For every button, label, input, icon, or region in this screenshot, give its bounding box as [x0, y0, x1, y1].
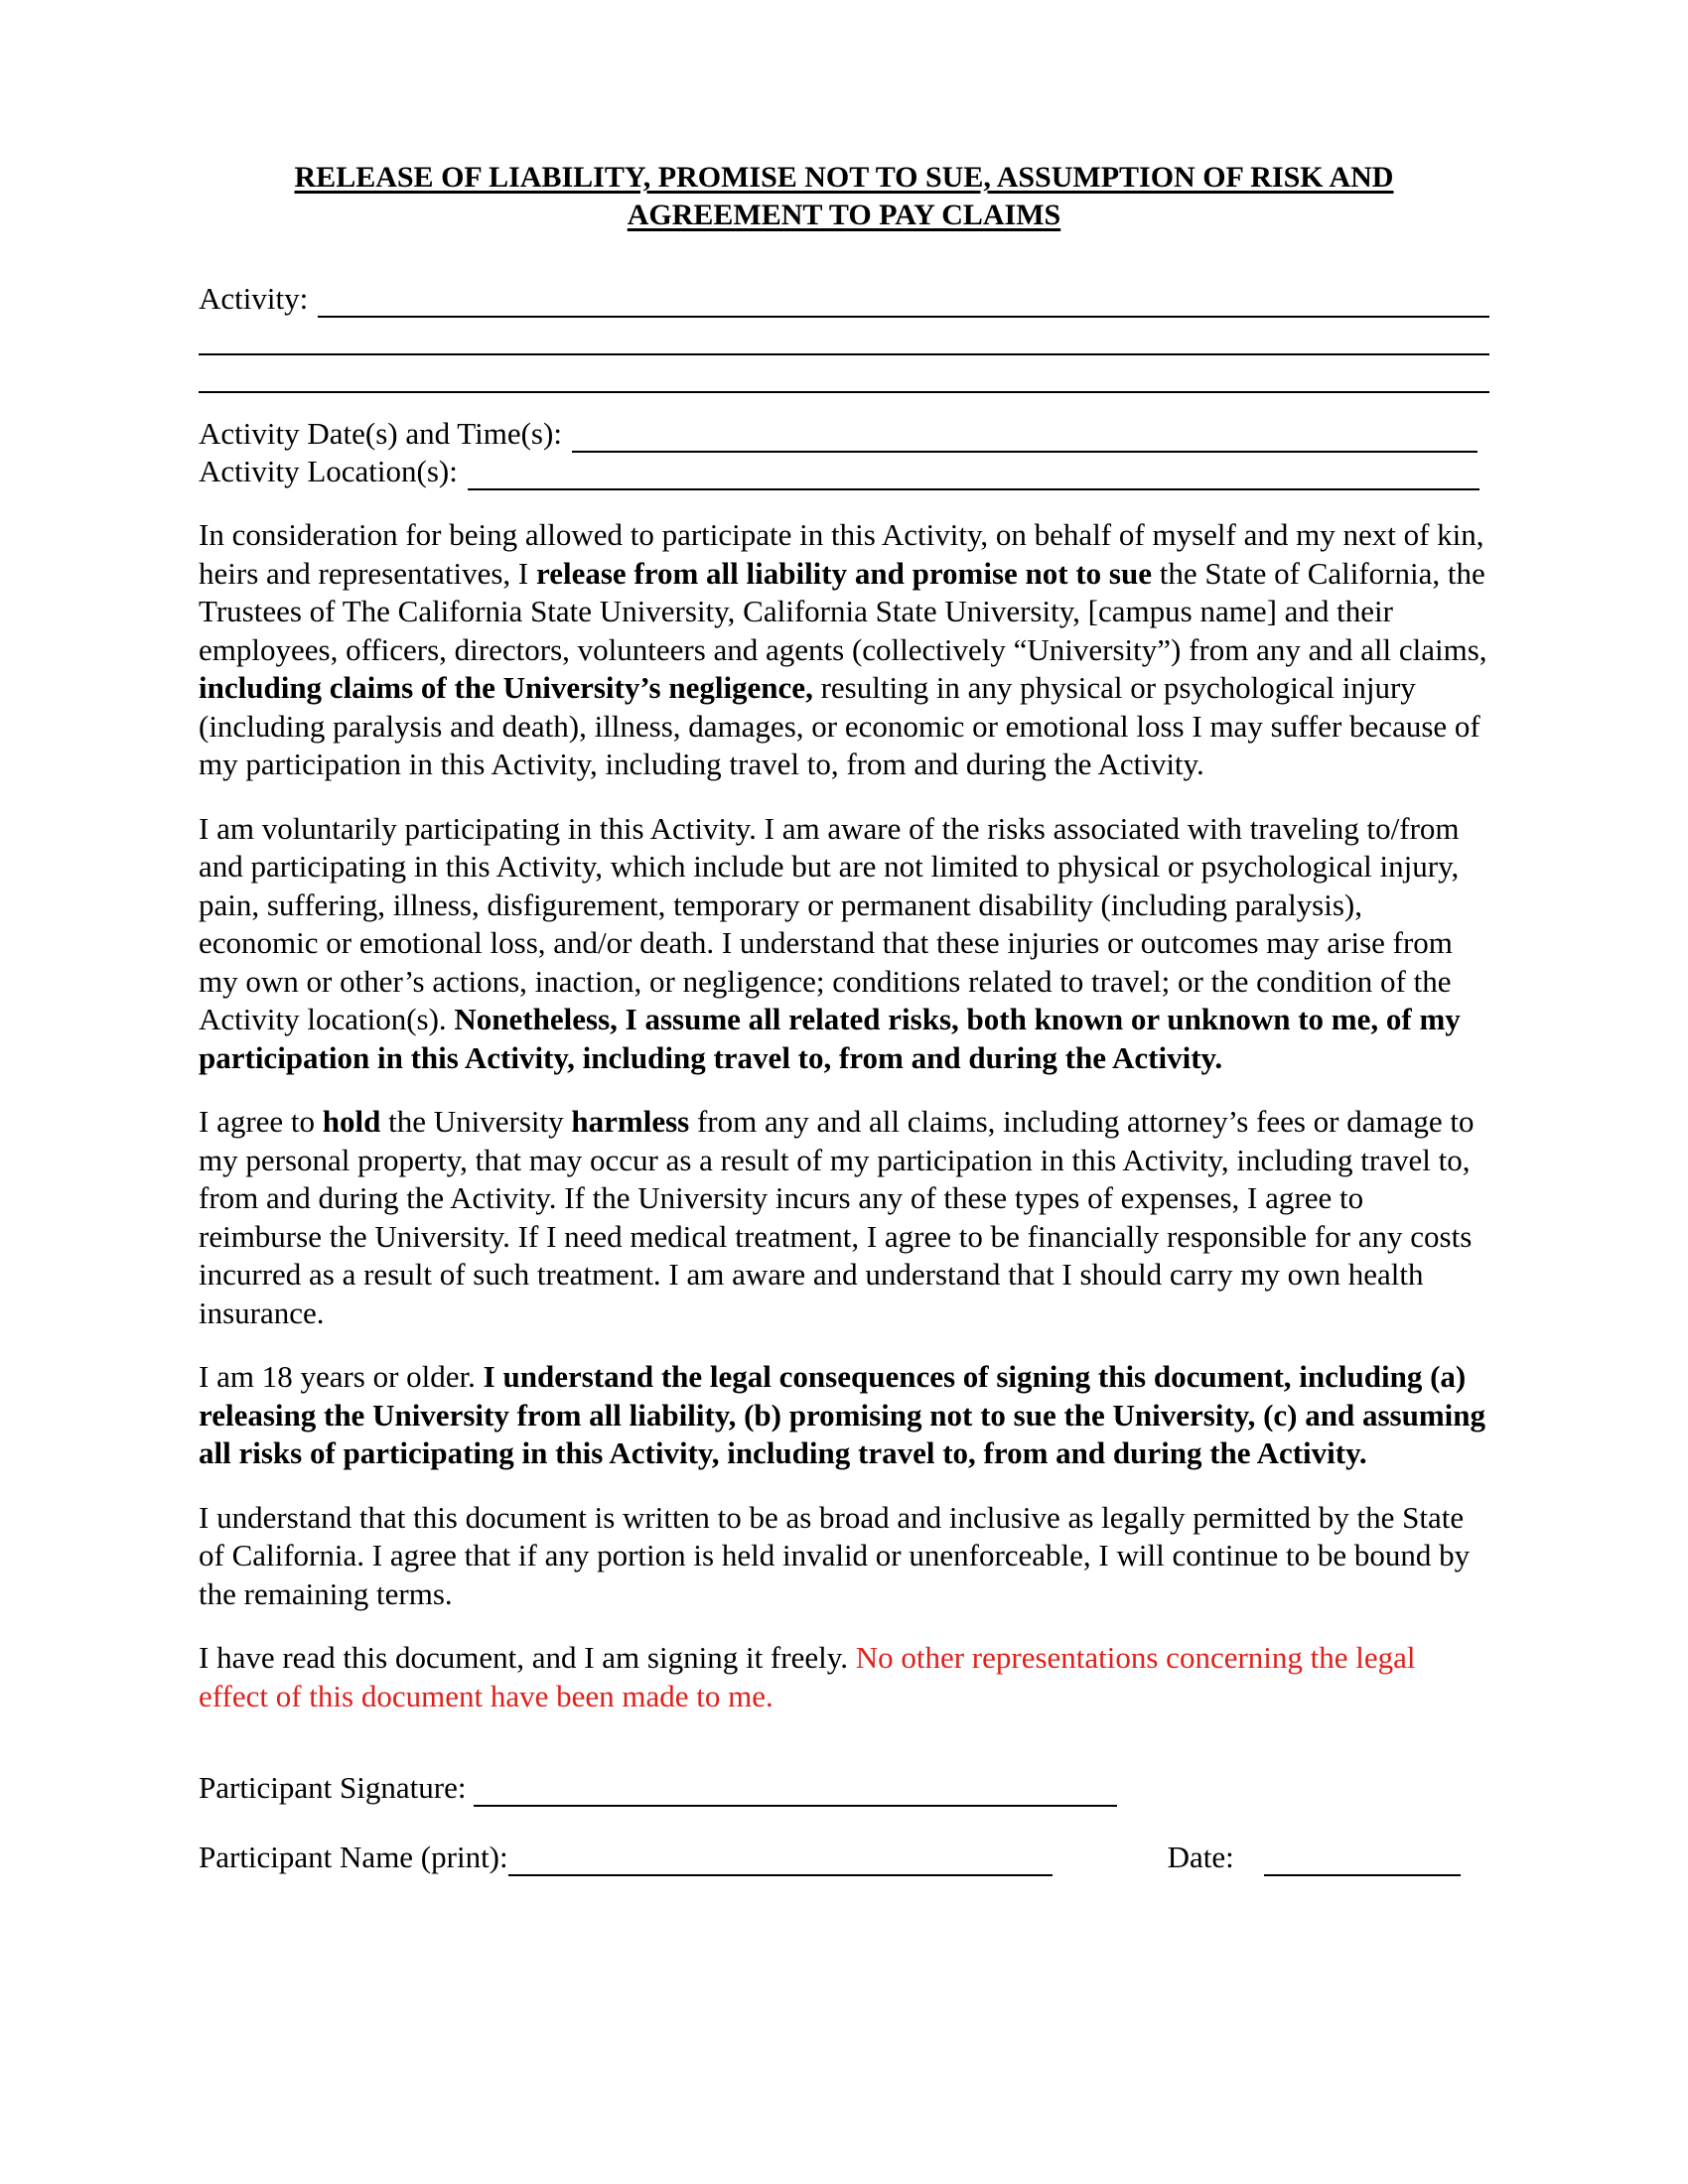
title-line-1: RELEASE OF LIABILITY, PROMISE NOT TO SUE, ASSUMPTION OF RISK AND: [294, 161, 1394, 194]
p1-bold-release: release from all liability and promise not to sue: [536, 555, 1153, 591]
p3-bold-hold: hold: [322, 1104, 381, 1139]
name-date-row: [199, 1839, 1489, 1876]
p3-text-a: I agree to: [199, 1104, 323, 1139]
signature-row: [199, 1769, 1489, 1807]
activity-continuation-row: [199, 355, 1489, 393]
activity-input-line-3[interactable]: [199, 363, 1489, 393]
p3-text-e: from any and all claims, including attorney’s fees or damage to my personal property, that may occur as a result of my participation in this Activity, including travel to, from and during the Activity. If the University incurs any of these types of expenses, I agree to reimburse the University. If I need medical treatment, I agree to be financially responsible for any costs incurred as a result of such treatment. I am aware and understand that I should carry my own health insurance.: [199, 1104, 1475, 1330]
activity-date-label: Activity Date(s) and Time(s):: [199, 416, 562, 451]
activity-location-row: [199, 453, 1489, 490]
acknowledgement-paragraph: [199, 1639, 1489, 1715]
activity-fields: [199, 280, 1489, 490]
activity-continuation-row: [199, 318, 1489, 355]
p6-text-a: I have read this document, and I am signing it freely.: [199, 1640, 856, 1675]
p1-text-a: In consideration for being allowed to participate in this Activity, on behalf of myself and my next of kin, heirs and representatives, I: [199, 517, 1484, 591]
severability-paragraph: [199, 1499, 1489, 1614]
activity-label: Activity:: [199, 281, 309, 316]
activity-date-input-line[interactable]: [572, 423, 1477, 453]
activity-location-label: Activity Location(s):: [199, 454, 458, 488]
activity-date-row: [199, 415, 1489, 453]
p5-text-a: I understand that this document is written to be as broad and inclusive as legally permitted by the State of California. I agree that if any portion is held invalid or unenforceable, I will continue to be bound by the remaining terms.: [199, 1499, 1471, 1611]
p2-text-a: I am voluntarily participating in this Activity. I am aware of the risks associated with traveling to/from and participating in this Activity, which include but are not limited to physical or psychological injury, pain, suffering, illness, disfigurement, temporary or permanent disability (including paralysis), economic or emotional loss, and/or death. I understand that these injuries or outcomes may arise from my own or other’s actions, inaction, or negligence; conditions related to travel; or the condition of the Activity location(s).: [199, 810, 1460, 1036]
activity-input-line[interactable]: [318, 288, 1489, 318]
p1-bold-negligence: including claims of the University’s negligence,: [199, 670, 813, 705]
name-input-line[interactable]: [508, 1846, 1053, 1876]
p4-text-a: I am 18 years or older.: [199, 1359, 484, 1394]
name-label: Participant Name (print):: [199, 1840, 508, 1874]
signature-block: [199, 1769, 1489, 1876]
activity-input-line-2[interactable]: [199, 326, 1489, 355]
release-paragraph: [199, 516, 1489, 784]
activity-location-input-line[interactable]: [468, 461, 1479, 490]
date-input-line[interactable]: [1264, 1846, 1461, 1876]
p4-bold-consequences: I understand the legal consequences of signing this document, including (a) releasing the University from all liability, (b) promising not to sue the University, (c) and assuming all risks of participating in this Activity, including travel to, from and during the Activity.: [199, 1359, 1486, 1470]
date-label: Date:: [1167, 1840, 1234, 1874]
p3-text-c: the University: [380, 1104, 572, 1139]
signature-input-line[interactable]: [474, 1777, 1117, 1807]
p6-red-notice: No other representations concerning the legal effect of this document have been made to me.: [199, 1640, 1416, 1713]
document-title: [199, 159, 1489, 234]
hold-harmless-paragraph: [199, 1103, 1489, 1332]
signature-label: Participant Signature:: [199, 1770, 467, 1805]
age-consequences-paragraph: [199, 1358, 1489, 1473]
activity-field-row: [199, 280, 1489, 318]
assumption-of-risk-paragraph: [199, 810, 1489, 1078]
release-form-page: [199, 159, 1489, 1876]
p1-text-e: resulting in any physical or psychological injury (including paralysis and death), illness, damages, or economic or emotional loss I may suffer because of my participation in this Activity, including travel to, from and during the Activity.: [199, 670, 1480, 781]
p2-bold-assume: Nonetheless, I assume all related risks, both known or unknown to me, of my participation in this Activity, including travel to, from and during the Activity.: [199, 1002, 1461, 1075]
title-line-2: AGREEMENT TO PAY CLAIMS: [627, 199, 1061, 231]
p1-text-c: the State of California, the Trustees of The California State University, California State University, [campus name] and their employees, officers, directors, volunteers and agents (collectively “University”) from any and all claims,: [199, 555, 1487, 667]
p3-bold-harmless: harmless: [571, 1104, 690, 1139]
